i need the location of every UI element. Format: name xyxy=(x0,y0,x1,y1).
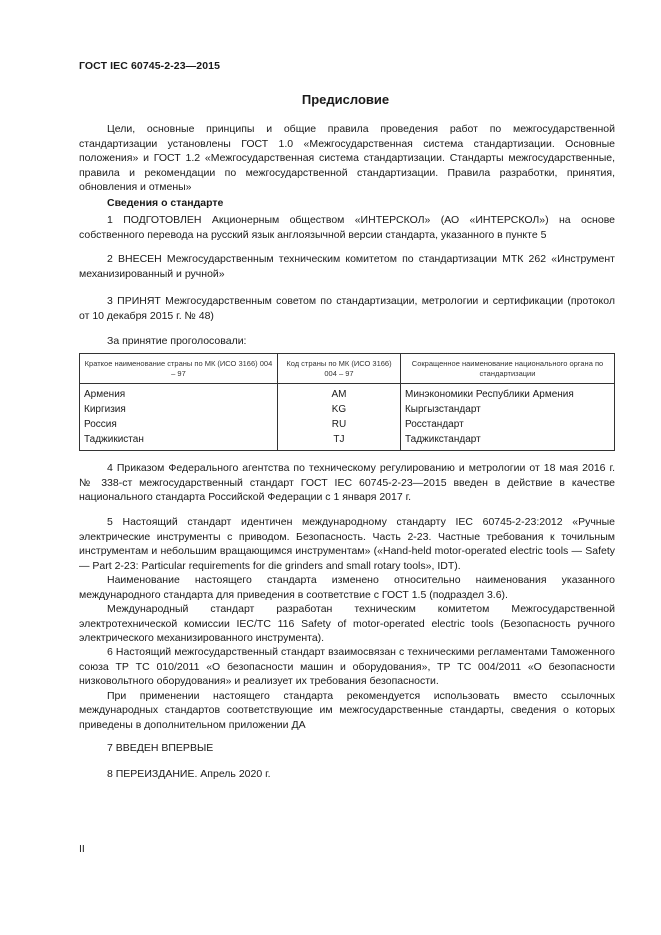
table-row xyxy=(80,384,615,403)
table-cell-country: Таджикистан xyxy=(80,432,278,451)
item-7-paragraph: 7 ВВЕДЕН ВПЕРВЫЕ xyxy=(107,742,214,754)
table-header-body: Сокращенное наименование национального органа по стандартизации xyxy=(400,354,614,384)
page-number: II xyxy=(79,843,85,855)
item-6-paragraph: 6 Настоящий межгосударственный стандарт взаимосвязан с техническими регламентами Таможенного союза ТР ТС 010/2011 «О безопасности машин и оборудования», ТР ТС 004/2011 «О безопасности низковольтного оборудования» и реализует их требования безопасности. xyxy=(79,646,615,687)
table-cell-body: Росстандарт xyxy=(400,417,614,432)
vote-label-block xyxy=(79,334,615,349)
table-cell-code: TJ xyxy=(277,432,400,451)
table-cell-body: Минэкономики Республики Армения xyxy=(400,384,614,403)
item-6-block xyxy=(79,645,615,732)
item-2-paragraph: 2 ВНЕСЕН Межгосударственным техническим комитетом по стандартизации МТК 262 «Инструмент механизированный и ручной» xyxy=(79,253,615,280)
item-5-block xyxy=(79,515,615,646)
page-title: Предисловие xyxy=(301,92,390,107)
table-cell-body: Кыргызстандарт xyxy=(400,402,614,417)
document-header: ГОСТ IEC 60745-2-23—2015 xyxy=(79,60,221,72)
item-5-note-paragraph: Наименование настоящего стандарта изменено относительно наименования указанного международного стандарта для приведения в соответствие с ГОСТ 1.5 (подраздел 3.6). xyxy=(79,574,615,601)
table-cell-code: RU xyxy=(277,417,400,432)
item-7-block xyxy=(79,741,615,756)
vote-label: За принятие проголосовали: xyxy=(107,335,247,347)
item-8-block xyxy=(79,767,615,782)
intro-paragraph: Цели, основные принципы и общие правила проведения работ по межгосударственной стандартизации установлены ГОСТ 1.0 «Межгосударственная система стандартизации. Основные положения» и ГОСТ 1.2 «Межгосударственная система стандартизации. Стандарты межгосударственные, правила и рекомендации по межгосударственной стандартизации. Правила разработки, принятия, обновления и отмены» xyxy=(79,123,615,193)
section-heading: Сведения о стандарте xyxy=(107,197,224,209)
table-row xyxy=(80,432,615,451)
table-cell-body: Таджикстандарт xyxy=(400,432,614,451)
item-1-block xyxy=(79,213,615,242)
table-row xyxy=(80,402,615,417)
table-cell-country: Россия xyxy=(80,417,278,432)
voting-table xyxy=(79,353,615,451)
intro-block xyxy=(79,122,615,195)
table-header-row xyxy=(80,354,615,384)
table-cell-country: Армения xyxy=(80,384,278,403)
table-cell-country: Киргизия xyxy=(80,402,278,417)
item-3-paragraph: 3 ПРИНЯТ Межгосударственным советом по стандартизации, метрологии и сертификации (протокол от 10 декабря 2015 г. № 48) xyxy=(79,295,615,322)
section-heading-block xyxy=(79,196,615,211)
table-row xyxy=(80,417,615,432)
item-3-block xyxy=(79,294,615,323)
table-header-code: Код страны по МК (ИСО 3166) 004 – 97 xyxy=(277,354,400,384)
item-1-paragraph: 1 ПОДГОТОВЛЕН Акционерным обществом «ИНТЕРСКОЛ» (АО «ИНТЕРСКОЛ») на основе собственного перевода на русский язык англоязычной версии стандарта, указанного в пункте 5 xyxy=(79,214,615,241)
item-8-paragraph: 8 ПЕРЕИЗДАНИЕ. Апрель 2020 г. xyxy=(107,768,271,780)
table-cell-code: AM xyxy=(277,384,400,403)
item-2-block xyxy=(79,252,615,281)
item-4-paragraph: 4 Приказом Федерального агентства по техническому регулированию и метрологии от 18 мая 2016 г. № 338-ст межгосударственный стандарт ГОСТ IEC 60745-2-23—2015 введен в действие в качестве национального стандарта Российской Федерации с 1 января 2017 г. xyxy=(79,462,615,503)
item-6-note-paragraph: При применении настоящего стандарта рекомендуется использовать вместо ссылочных международных стандартов соответствующие им межгосударственные стандарты, сведения о которых приведены в дополнительном приложении ДА xyxy=(79,689,615,731)
item-5-paragraph: 5 Настоящий стандарт идентичен международному стандарту IEC 60745-2-23:2012 «Ручные электрические инструменты с приводом. Безопасность. Часть 2-23. Частные требования к точильным инструментам и небольшим вращающимся инструментам» («Hand-held motor-operated electric tools — Safety — Part 2-23: Particular requirements for die grinders and small rotary tools», IDT). xyxy=(79,516,615,572)
item-4-block xyxy=(79,461,615,505)
table-header-country: Краткое наименование страны по МК (ИСО 3166) 004 – 97 xyxy=(80,354,278,384)
table-cell-code: KG xyxy=(277,402,400,417)
item-5-committee-paragraph: Международный стандарт разработан техническим комитетом Межгосударственной электротехнической комиссии IEC/TC 116 Safety of motor-operated electric tools (Безопасность ручного электрического механизированного инструмента). xyxy=(79,603,615,644)
